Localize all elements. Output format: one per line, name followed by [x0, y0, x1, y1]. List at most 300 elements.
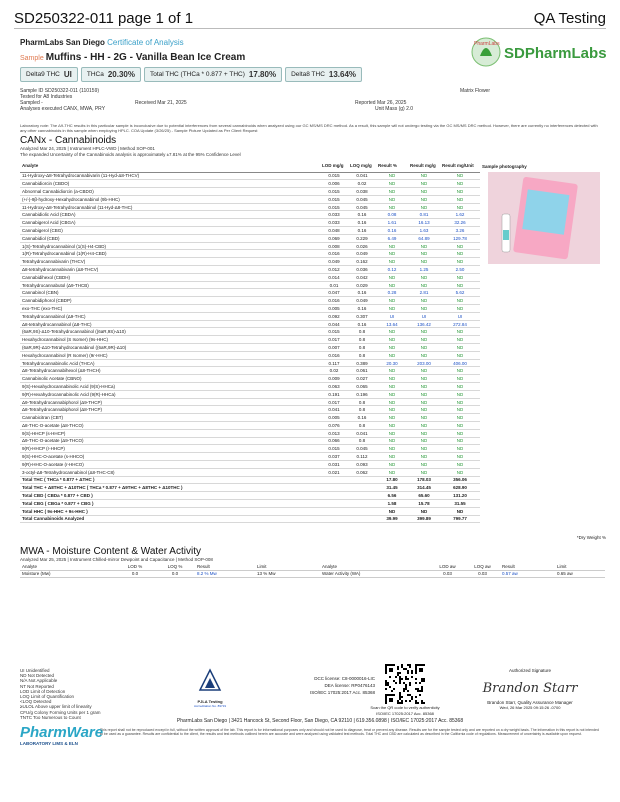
qr-module: [391, 698, 393, 700]
qr-module: [393, 688, 395, 690]
analyte-value: ND: [440, 203, 480, 211]
qr-module: [417, 688, 419, 690]
qr-module: [385, 702, 387, 704]
qr-module: [401, 666, 403, 668]
total-value: [348, 476, 376, 484]
table-row: [20, 422, 605, 430]
pjla-label: PJLA Testing: [197, 699, 223, 704]
qr-module: [389, 670, 391, 672]
analyte-value: ND: [408, 383, 440, 391]
analyte-value: ND: [440, 273, 480, 281]
total-value: ND: [376, 507, 408, 515]
mwa-h-limit: Limit: [255, 563, 320, 570]
qr-module: [389, 694, 391, 696]
qr-module: [385, 666, 387, 668]
total-value: [320, 484, 348, 492]
analyte-value: 0.015: [320, 195, 348, 203]
qr-module: [387, 664, 389, 666]
analyte-value: ND: [440, 305, 480, 313]
total-value: [320, 492, 348, 500]
analyte-value: 0.049: [348, 297, 376, 305]
meta-sample-id: Sample ID SD250322-011 (110159): [20, 88, 100, 94]
table-row: [20, 367, 605, 375]
table-row: [20, 429, 605, 437]
total-label: Total CBD ( CBDa * 0.877 + CBD ): [20, 492, 320, 500]
total-value: 356.06: [440, 476, 480, 484]
analyte-value: ND: [376, 188, 408, 196]
col-loq: LOQ mg/g: [348, 160, 376, 172]
pill-value: 17.80%: [248, 70, 277, 79]
analyte-value: ND: [408, 453, 440, 461]
qr-module: [397, 666, 399, 668]
qr-module: [409, 700, 411, 702]
total-value: [348, 484, 376, 492]
analyte-value: ND: [376, 453, 408, 461]
analyte-value: 0.8: [348, 437, 376, 445]
analyte-value: 0.196: [348, 390, 376, 398]
analyte-value: 16.13: [408, 219, 440, 227]
analyte-value: 0.28: [376, 289, 408, 297]
analyte-value: 0.092: [320, 312, 348, 320]
qr-module: [389, 668, 391, 670]
qr-module: [385, 694, 387, 696]
analyte-value: ND: [376, 468, 408, 476]
meta-sampled: Sampled -: [20, 100, 43, 106]
analyte-value: ND: [376, 429, 408, 437]
total-label: Total Cannabinoids Analyzed: [20, 515, 320, 523]
total-row: [20, 492, 605, 500]
photo-spacer: [480, 468, 605, 476]
qr-module: [399, 694, 401, 696]
mwa-cell: 0.57 aw: [500, 570, 555, 577]
qr-module: [415, 678, 417, 680]
photo-spacer: [480, 359, 605, 367]
total-row: [20, 476, 605, 484]
total-row: [20, 484, 605, 492]
total-value: 17.80: [376, 476, 408, 484]
analyte-value: ND: [376, 242, 408, 250]
table-row: [20, 437, 605, 445]
photo-spacer: [480, 437, 605, 445]
total-value: 15.78: [408, 499, 440, 507]
total-label: Total THC + Δ8THC + Δ10THC ( THCa * 0.877 + Δ9THC + Δ8THC + Δ10THC ): [20, 484, 320, 492]
analyte-value: ND: [408, 429, 440, 437]
analyte-value: 0.013: [320, 429, 348, 437]
qr-module: [405, 676, 407, 678]
qr-module: [415, 670, 417, 672]
analyte-value: ND: [376, 344, 408, 352]
analyte-value: 0.066: [320, 437, 348, 445]
analyte-value: 0.063: [320, 383, 348, 391]
total-label: Total HHC ( 9s-HHC + 9s-HHC ): [20, 507, 320, 515]
analyte-value: 272.84: [440, 320, 480, 328]
qr-module: [397, 674, 399, 676]
total-label: Total THC ( THCa * 0.877 + ΔTHC ): [20, 476, 320, 484]
photo-spacer: [480, 305, 605, 313]
sample-name: Muffins - HH - 2G - Vanilla Bean Ice Cream: [45, 52, 246, 63]
qr-module: [415, 666, 417, 668]
table-row: [20, 305, 605, 313]
analyte-name: 1(R)-Tetrahydrocannabinol (1(R)-H4-CBD): [20, 250, 320, 258]
analyte-value: 1.61: [376, 219, 408, 227]
mwa-cell: 0.03: [430, 570, 465, 577]
legend-item: CFU/g Colony Forming Units per 1 gram: [20, 709, 101, 715]
analyte-name: Hexahydrocannabinol (S Isomer) (9s-HHC): [20, 336, 320, 344]
pill-value: UI: [63, 70, 72, 79]
total-row: [20, 515, 605, 523]
photo-spacer: [480, 429, 605, 437]
analyte-value: ND: [440, 414, 480, 422]
qr-module: [415, 700, 417, 702]
qr-module: [385, 664, 387, 666]
photo-spacer: [480, 422, 605, 430]
analyte-value: 0.112: [348, 453, 376, 461]
analyte-value: ND: [440, 406, 480, 414]
photo-spacer: [480, 414, 605, 422]
analyte-value: 0.01: [320, 281, 348, 289]
total-value: ND: [440, 507, 480, 515]
qr-module: [405, 684, 407, 686]
qr-module: [401, 702, 403, 704]
analyte-name: Cannabigerol (CBG): [20, 227, 320, 235]
total-value: [348, 492, 376, 500]
analyte-value: ND: [376, 172, 408, 180]
analyte-value: 0.061: [348, 367, 376, 375]
canx-sub1: Analyzed Mar 24, 2025 | Instrument HPLC-VWD | Method SOP-001: [20, 146, 155, 151]
analyte-name: 9(R)-Hexahydrocannabinolic Acid (9(R)-HHCa): [20, 390, 320, 398]
qr-module: [387, 682, 389, 684]
qr-module: [407, 690, 409, 692]
qr-module: [401, 664, 403, 666]
qr-code[interactable]: [385, 664, 425, 704]
analyte-value: 0.005: [320, 305, 348, 313]
analyte-value: 0.389: [348, 359, 376, 367]
analyte-value: ND: [440, 195, 480, 203]
analyte-value: 0.8: [348, 406, 376, 414]
analyte-value: 0.045: [348, 203, 376, 211]
lab-note: Laboratory note: The Δ9-THC results in this particular sample is inconclusive due to potential interferences from several cannabinoids when analyzed using our GC MS/MS DRC method. As a result, this sample will not undergo testing via the GC MS/MS DRC method. However, there are currently no interferences detected with any other cannabinoids in this sample when employing HPLC. COA Update (3/26/25) - Sample Picture Updated as Per Client Request: [20, 123, 598, 133]
analyte-name: (6aR,9S)-Δ10-Tetrahydrocannabinol ((6aR,9S)-Δ10): [20, 328, 320, 336]
photo-spacer: [480, 445, 605, 453]
qr-module: [411, 670, 413, 672]
col-photo: Sample photography: [482, 163, 527, 169]
analyte-value: ND: [408, 172, 440, 180]
analyte-name: (+/-)-9β-hydroxy-Hexahydrocannabinol (9b-HHC): [20, 195, 320, 203]
analyte-value: ND: [440, 328, 480, 336]
analyte-value: 0.8: [348, 422, 376, 430]
qr-module: [399, 696, 401, 698]
lab-name: PharmLabs San Diego: [20, 38, 105, 47]
analyte-name: 9(S)-HHC-O-acetate (s-HHCO): [20, 453, 320, 461]
analyte-name: Δ8-Tetrahydrocannabihexol (Δ8-THCH): [20, 367, 320, 375]
logo-text: SDPharmLabs: [504, 45, 607, 62]
qr-caption: Scan the QR code to verify authenticity: [370, 705, 440, 710]
analyte-value: ND: [376, 445, 408, 453]
logo-icon: [468, 34, 618, 70]
qr-module: [405, 678, 407, 680]
qr-module: [385, 684, 387, 686]
analyte-value: ND: [376, 406, 408, 414]
analyte-value: ND: [440, 429, 480, 437]
table-row: [20, 266, 605, 274]
analyte-name: (6aR,9R)-Δ10-Tetrahydrocannabinol ((6aR,9R)-Δ10): [20, 344, 320, 352]
meta-analyses: Analyses executed CANX, MWA, PRY: [20, 106, 106, 112]
analyte-value: 0.017: [320, 398, 348, 406]
analyte-value: ND: [376, 180, 408, 188]
mwa-cell: Water Activity (WA): [320, 570, 430, 577]
col-lod: LOD mg/g: [320, 160, 348, 172]
qr-module: [409, 664, 411, 666]
table-row: [20, 453, 605, 461]
photo-spacer: [480, 289, 605, 297]
analyte-name: Δ8-tetrahydrocannabivarin (Δ8-THCV): [20, 266, 320, 274]
analyte-name: Cannabicitran (CBT): [20, 414, 320, 422]
col-result-mgunit: Result mg/Unit: [440, 160, 480, 172]
analyte-value: 0.041: [348, 172, 376, 180]
analyte-value: 1.63: [408, 227, 440, 235]
sample-photo: [488, 172, 600, 264]
qr-module: [393, 664, 395, 666]
analyte-name: 3-octyl-Δ8-Tetrahydrocannabinol (Δ8-THC-C8): [20, 468, 320, 476]
qr-module: [419, 668, 421, 670]
total-value: 178.03: [408, 476, 440, 484]
analyte-value: 3.26: [440, 227, 480, 235]
qr-module: [405, 700, 407, 702]
mwa-h-lod: LOD %: [115, 563, 155, 570]
qr-module: [389, 700, 391, 702]
analyte-name: Tetrahydrocannabutol (Δ9-THCB): [20, 281, 320, 289]
analyte-value: 0.006: [320, 180, 348, 188]
meta-received: Received Mar 21, 2025: [135, 100, 187, 106]
qr-module: [387, 694, 389, 696]
pill-delta9: [20, 67, 78, 82]
analyte-value: 0.021: [320, 468, 348, 476]
analyte-value: ND: [408, 195, 440, 203]
analyte-name: Cannabinolic Acetate (CBNO): [20, 375, 320, 383]
qr-module: [423, 680, 425, 682]
total-value: [320, 515, 348, 523]
total-value: [348, 515, 376, 523]
mwa-header-row: [20, 563, 605, 570]
qr-module: [409, 682, 411, 684]
analyte-value: 0.065: [348, 383, 376, 391]
pill-delta8: [285, 67, 362, 82]
qr-module: [421, 664, 423, 666]
analyte-value: ND: [440, 351, 480, 359]
qr-module: [411, 676, 413, 678]
pill-thca: [81, 67, 141, 82]
mwa-h-loq: LOQ %: [155, 563, 195, 570]
qr-module: [415, 668, 417, 670]
analyte-value: ND: [408, 406, 440, 414]
analyte-name: Δ9-Tetrahydrocannabiphorol (Δ9-THCP): [20, 398, 320, 406]
total-value: 31.45: [376, 484, 408, 492]
analyte-value: ND: [376, 273, 408, 281]
analyte-name: Δ8-THC-O-acetate (Δ8-THCO): [20, 422, 320, 430]
qr-module: [393, 680, 395, 682]
analyte-value: 0.08: [376, 211, 408, 219]
total-value: 799.77: [440, 515, 480, 523]
pill-key: Delta8 THC: [291, 71, 325, 78]
photo-spacer: [480, 398, 605, 406]
lab-address: PharmLabs San Diego | 3421 Hancock St, Second Floor, San Diego, CA 92110 | 619.356.0898 | ISO/IEC 17025:2017 Acc. 85368: [176, 718, 464, 724]
photo-spacer: [480, 499, 605, 507]
analyte-value: ND: [408, 344, 440, 352]
total-value: ND: [408, 507, 440, 515]
analyte-name: 11-Hydroxy-Δ8-Tetrahydrocannabinol (11-Hyd-Δ8-THC): [20, 203, 320, 211]
analyte-value: 0.02: [320, 367, 348, 375]
analyte-value: 6.49: [376, 234, 408, 242]
table-row: [20, 344, 605, 352]
analyte-value: 0.093: [348, 460, 376, 468]
photo-spacer: [480, 390, 605, 398]
analyte-value: 0.031: [320, 460, 348, 468]
analyte-value: ND: [440, 344, 480, 352]
analyte-value: 0.016: [320, 250, 348, 258]
analyte-value: 0.8: [348, 351, 376, 359]
qr-module: [419, 682, 421, 684]
analyte-value: 0.016: [320, 297, 348, 305]
pill-total-thc: [144, 67, 282, 82]
analyte-name: Tetrahydrocannabinol (Δ9-THC): [20, 312, 320, 320]
mwa-table: [20, 563, 605, 578]
disclaimer: This report shall not be reproduced except in full, without the written approval of the lab. This report is for informational purposes only and should not be used to diagnose, treat or prevent any disease. Results are for the sample tested only and are reported on a dry weight basis. The information in this report is not intended to be used as a guarantee. Results are confidential to the client, the results and test methods outlined herein are accurate and were analyzed using validated test methods. Total THC and CBD are calculated as described in the California code of regulations. Measurement of uncertainty is available upon request.: [100, 728, 599, 736]
analyte-name: Abnormal Cannabidiorcin (a-CBDO): [20, 188, 320, 196]
analyte-name: 9(S)-HHCP (s-HHCP): [20, 429, 320, 437]
table-row: [20, 359, 605, 367]
analyte-value: ND: [376, 383, 408, 391]
analyte-value: ND: [408, 328, 440, 336]
photo-spacer: [480, 476, 605, 484]
analyte-value: 0.014: [320, 273, 348, 281]
total-value: [320, 499, 348, 507]
analyte-value: 0.012: [320, 266, 348, 274]
qr-module: [419, 670, 421, 672]
qr-module: [385, 672, 387, 674]
qr-module: [415, 672, 417, 674]
photo-spacer: [480, 484, 605, 492]
pharmware-logo: [20, 724, 110, 746]
legend-item: UI Unidentified: [20, 668, 50, 673]
analyte-value: ND: [408, 351, 440, 359]
analyte-value: 0.02: [348, 180, 376, 188]
total-value: 6.56: [376, 492, 408, 500]
analyte-name: Cannabidiol (CBD): [20, 234, 320, 242]
photo-spacer: [480, 297, 605, 305]
analyte-value: 0.307: [348, 312, 376, 320]
total-value: [320, 507, 348, 515]
analyte-value: 0.017: [320, 336, 348, 344]
signature-block: [470, 668, 590, 710]
photo-spacer: [480, 351, 605, 359]
analyte-value: 0.027: [348, 375, 376, 383]
legend-item: NT Not Reported: [20, 683, 54, 689]
photo-spacer: [480, 344, 605, 352]
qr-module: [411, 672, 413, 674]
analyte-value: 0.069: [320, 234, 348, 242]
analyte-value: 0.026: [348, 242, 376, 250]
qr-module: [389, 686, 391, 688]
analyte-value: ND: [376, 328, 408, 336]
report-id: SD250322-011 page 1 of 1: [14, 10, 194, 27]
qr-module: [387, 684, 389, 686]
mwa-h-loq2: LOQ aw: [465, 563, 500, 570]
licenses: [265, 675, 375, 696]
analyte-name: Cannabigerol Acid (CBGA): [20, 219, 320, 227]
qr-module: [407, 694, 409, 696]
qr-module: [385, 668, 387, 670]
table-row: [20, 390, 605, 398]
analyte-value: 0.015: [320, 203, 348, 211]
qr-module: [391, 664, 393, 666]
qr-module: [419, 694, 421, 696]
analyte-value: 0.044: [320, 320, 348, 328]
analyte-value: 0.049: [348, 250, 376, 258]
qr-module: [385, 682, 387, 684]
qr-module: [397, 700, 399, 702]
table-row: [20, 383, 605, 391]
analyte-value: ND: [376, 460, 408, 468]
total-value: 131.20: [440, 492, 480, 500]
mwa-cell: Moisture (Mw): [20, 570, 115, 577]
qr-module: [421, 700, 423, 702]
table-row: [20, 375, 605, 383]
mwa-h-analyte: Analyte: [20, 563, 115, 570]
mwa-cell: 0.0: [115, 570, 155, 577]
analyte-name: Hexahydrocannabinol (R Isomer) (9r-HHC): [20, 351, 320, 359]
analyte-name: Cannabidiolic Acid (CBDA): [20, 211, 320, 219]
photo-spacer: [480, 375, 605, 383]
analyte-value: 0.16: [348, 219, 376, 227]
qr-module: [397, 668, 399, 670]
pill-key: Total THC (THCa * 0.877 + THC): [149, 71, 245, 78]
analyte-value: 0.162: [348, 258, 376, 266]
photo-spacer: [480, 328, 605, 336]
qr-module: [399, 676, 401, 678]
qr-module: [399, 702, 401, 704]
qr-module: [423, 702, 425, 704]
qr-module: [419, 690, 421, 692]
qr-module: [385, 696, 387, 698]
analyte-value: ND: [440, 390, 480, 398]
qr-module: [399, 680, 401, 682]
analyte-value: ND: [376, 367, 408, 375]
totals-rows: [20, 476, 605, 523]
mwa-h-lod2: LOD aw: [430, 563, 465, 570]
analyte-value: UI: [440, 312, 480, 320]
analyte-value: ND: [376, 336, 408, 344]
analyte-value: ND: [376, 195, 408, 203]
analyte-value: ND: [376, 297, 408, 305]
photo-spacer: [480, 312, 605, 320]
analyte-name: exo-THC (exo-THC): [20, 305, 320, 313]
qr-module: [421, 670, 423, 672]
analyte-name: Tetrahydrocannabinolic Acid (THCA): [20, 359, 320, 367]
analyte-value: 0.015: [320, 328, 348, 336]
analyte-value: ND: [408, 422, 440, 430]
table-row: [20, 289, 605, 297]
analyte-value: ND: [440, 188, 480, 196]
pill-value: 20.30%: [107, 70, 135, 79]
table-row: [20, 328, 605, 336]
qr-module: [389, 698, 391, 700]
analyte-value: UI: [376, 312, 408, 320]
analyte-value: ND: [408, 250, 440, 258]
analyte-value: 0.8: [348, 328, 376, 336]
mwa-h-result2: Result: [500, 563, 555, 570]
qr-module: [421, 702, 423, 704]
pill-key: THCa: [86, 71, 104, 78]
